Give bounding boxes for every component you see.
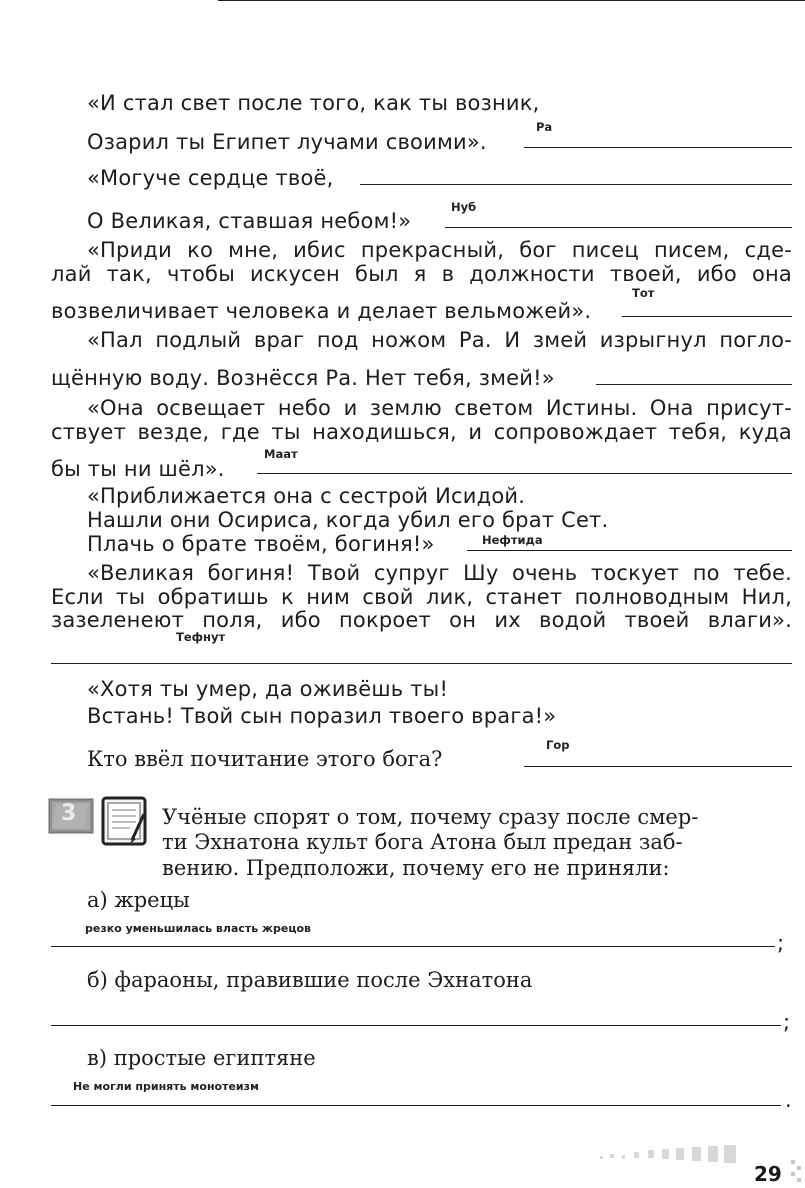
quote1-line2: Озарил ты Египет лучами своими». [87,130,487,154]
option-a-label: а) жрецы [87,888,190,912]
quote7-answer-line[interactable] [51,663,792,664]
quote3-answer-line[interactable] [622,316,792,317]
option-b-semicolon: ; [783,1010,791,1034]
quote6-line3: Плачь о брате твоём, богиня!» [87,532,435,556]
quote1-line1: «И стал свет после того, как ты возник, [87,91,540,115]
option-c-label: в) простые египтяне [87,1046,316,1070]
option-a-semicolon: ; [777,931,785,955]
quote4-answer-line[interactable] [596,384,792,385]
quote6-answer: Нефтида [482,533,543,547]
quote6-line1: «Приближается она с сестрой Исидой. [87,484,526,508]
page-number: 29 [754,1162,782,1186]
quote6-answer-line[interactable] [467,550,792,551]
task-line1: Учёные спорят о том, почему сразу после смер- [162,805,699,829]
top-rule [218,0,805,1]
quote4-line1: «Пал подлый враг под ножом Ра. И змей изрыгнул погло- [87,328,792,352]
option-b-label: б) фараоны, правившие после Эхнатона [87,968,533,992]
quote8-line1: «Хотя ты умер, да оживёшь ты! [87,677,449,701]
task-number: 3 [61,801,77,826]
quote3-line1: «Приди ко мне, ибис прекрасный, бог писец писем, сде- [87,238,792,262]
option-c-period: . [785,1088,792,1112]
quote5-line2: ствует везде, где ты находишься, и сопровождает тебя, куда [51,420,792,444]
option-a-answer: резко уменьшилась власть жрецов [85,922,312,935]
notebook-pencil-icon [100,794,150,848]
quote1-answer-line[interactable] [524,147,792,148]
page-corner-mark [789,1158,803,1184]
quote2-line2: О Великая, ставшая небом!» [87,209,412,233]
task-line2: ти Эхнатона культ бога Атона был предан заб- [162,830,683,854]
quote1-answer: Ра [536,120,553,134]
quote8-answer: Гор [546,738,570,752]
option-a-answer-line[interactable] [51,946,775,947]
quote2-answer: Нуб [451,200,477,214]
quote3-answer: Тот [632,286,655,300]
quote5-line3: бы ты ни шёл». [51,457,225,481]
task-number-badge [48,798,94,834]
quote3-line3: возвеличивает человека и делает вельможей». [51,299,592,323]
task-line3: вению. Предположи, почему его не приняли: [162,856,670,880]
quote7-line2: Если ты обратишь к ним свой лик, станет полноводным Нил, [51,585,792,609]
option-c-answer: Не могли принять монотеизм [73,1080,260,1093]
quote5-answer: Маат [264,447,298,461]
option-b-answer-line[interactable] [51,1025,781,1026]
quote4-line2: щённую воду. Вознёсся Ра. Нет тебя, змей!» [51,366,555,390]
quote2-line1: «Могуче сердце твоё, [87,166,334,190]
quote2-answer-line-1[interactable] [360,184,792,185]
quote8-answer-line[interactable] [524,766,792,767]
quote7-answer: Тефнут [176,630,226,644]
quote3-line2: лай так, чтобы искусен был я в должности твоей, ибо она [51,262,792,286]
footer-decoration [600,1140,740,1170]
quote8-line2: Встань! Твой сын поразил твоего врага!» [87,704,557,728]
quote7-line1: «Великая богиня! Твой супруг Шу очень тоскует по тебе. [87,561,792,585]
quote2-answer-line-2[interactable] [445,227,792,228]
quote5-line1: «Она освещает небо и землю светом Истины. Она присут- [87,396,792,420]
quote7-line3: зазеленеют поля, ибо покроет он их водой твоей влаги». [51,608,792,632]
quote6-line2: Нашли они Осириса, когда убил его брат Сет. [87,508,609,532]
quote5-answer-line[interactable] [257,473,792,474]
option-c-answer-line[interactable] [51,1105,781,1106]
quote8-question: Кто ввёл почитание этого бога? [87,747,443,771]
